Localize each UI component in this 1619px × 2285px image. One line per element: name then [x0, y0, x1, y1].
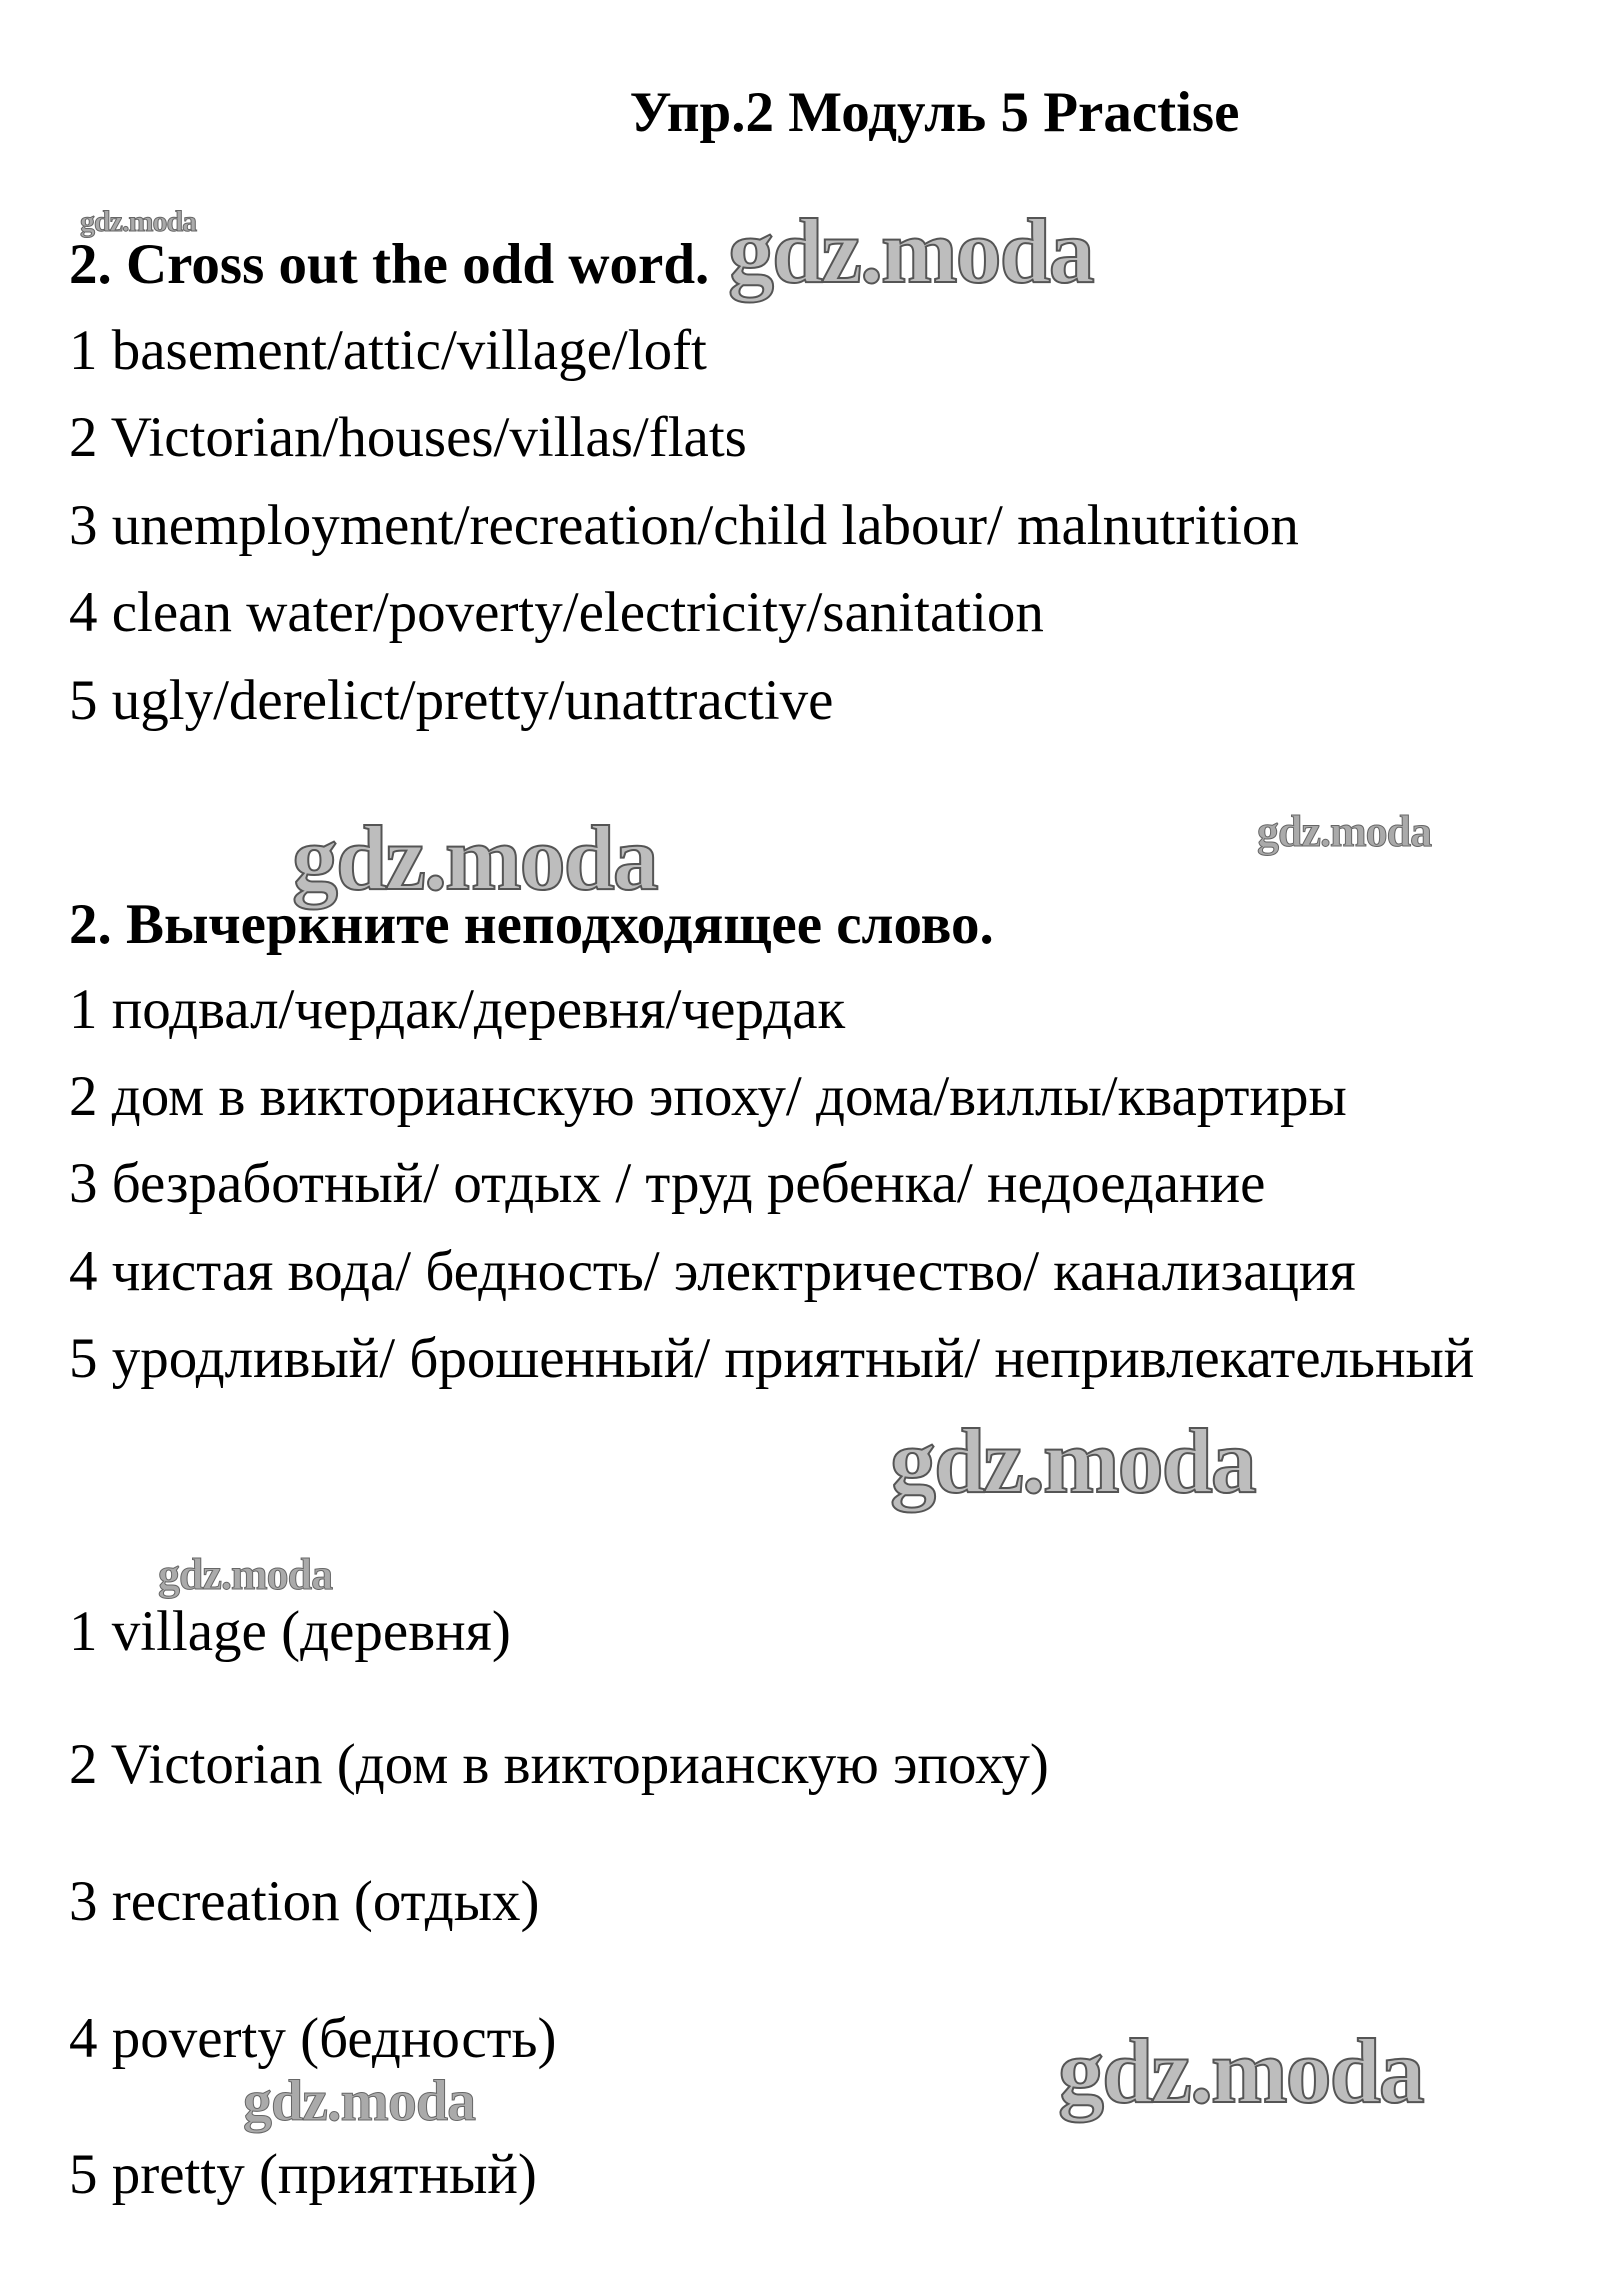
english-item: 5 ugly/derelict/pretty/unattractive	[69, 669, 834, 732]
english-item: 1 basement/attic/village/loft	[69, 319, 707, 382]
watermark-logo: gdz.moda	[890, 1410, 1255, 1512]
answer-item: 1 village (деревня)	[69, 1600, 511, 1663]
watermark-logo: gdz.moda	[292, 807, 657, 909]
watermark-logo: gdz.moda	[80, 205, 197, 238]
russian-item: 4 чистая вода/ бедность/ электричество/ канализация	[69, 1240, 1356, 1303]
watermark-logo: gdz.moda	[728, 200, 1093, 302]
answer-item: 3 recreation (отдых)	[69, 1870, 540, 1933]
english-heading: 2. Cross out the odd word.	[69, 233, 710, 296]
russian-item: 1 подвал/чердак/деревня/чердак	[69, 978, 846, 1041]
watermark-logo: gdz.moda	[158, 1550, 333, 1599]
russian-item: 5 уродливый/ брошенный/ приятный/ непривлекательный	[69, 1327, 1475, 1390]
page-title: Упр.2 Модуль 5 Practise	[629, 81, 1240, 144]
english-item: 2 Victorian/houses/villas/flats	[69, 406, 747, 469]
english-item: 3 unemployment/recreation/child labour/ malnutrition	[69, 494, 1299, 557]
answer-item: 5 pretty (приятный)	[69, 2143, 537, 2206]
russian-item: 2 дом в викторианскую эпоху/ дома/виллы/квартиры	[69, 1065, 1347, 1128]
watermark-logo: gdz.moda	[1058, 2020, 1423, 2122]
watermark-logo: gdz.moda	[1257, 807, 1432, 856]
answer-item: 2 Victorian (дом в викторианскую эпоху)	[69, 1733, 1049, 1796]
watermark-logo: gdz.moda	[243, 2068, 476, 2133]
answer-item: 4 poverty (бедность)	[69, 2007, 557, 2070]
russian-item: 3 безработный/ отдых / труд ребенка/ недоедание	[69, 1152, 1266, 1215]
russian-heading: 2. Вычеркните неподходящее слово.	[69, 893, 994, 956]
english-item: 4 clean water/poverty/electricity/sanitation	[69, 581, 1044, 644]
